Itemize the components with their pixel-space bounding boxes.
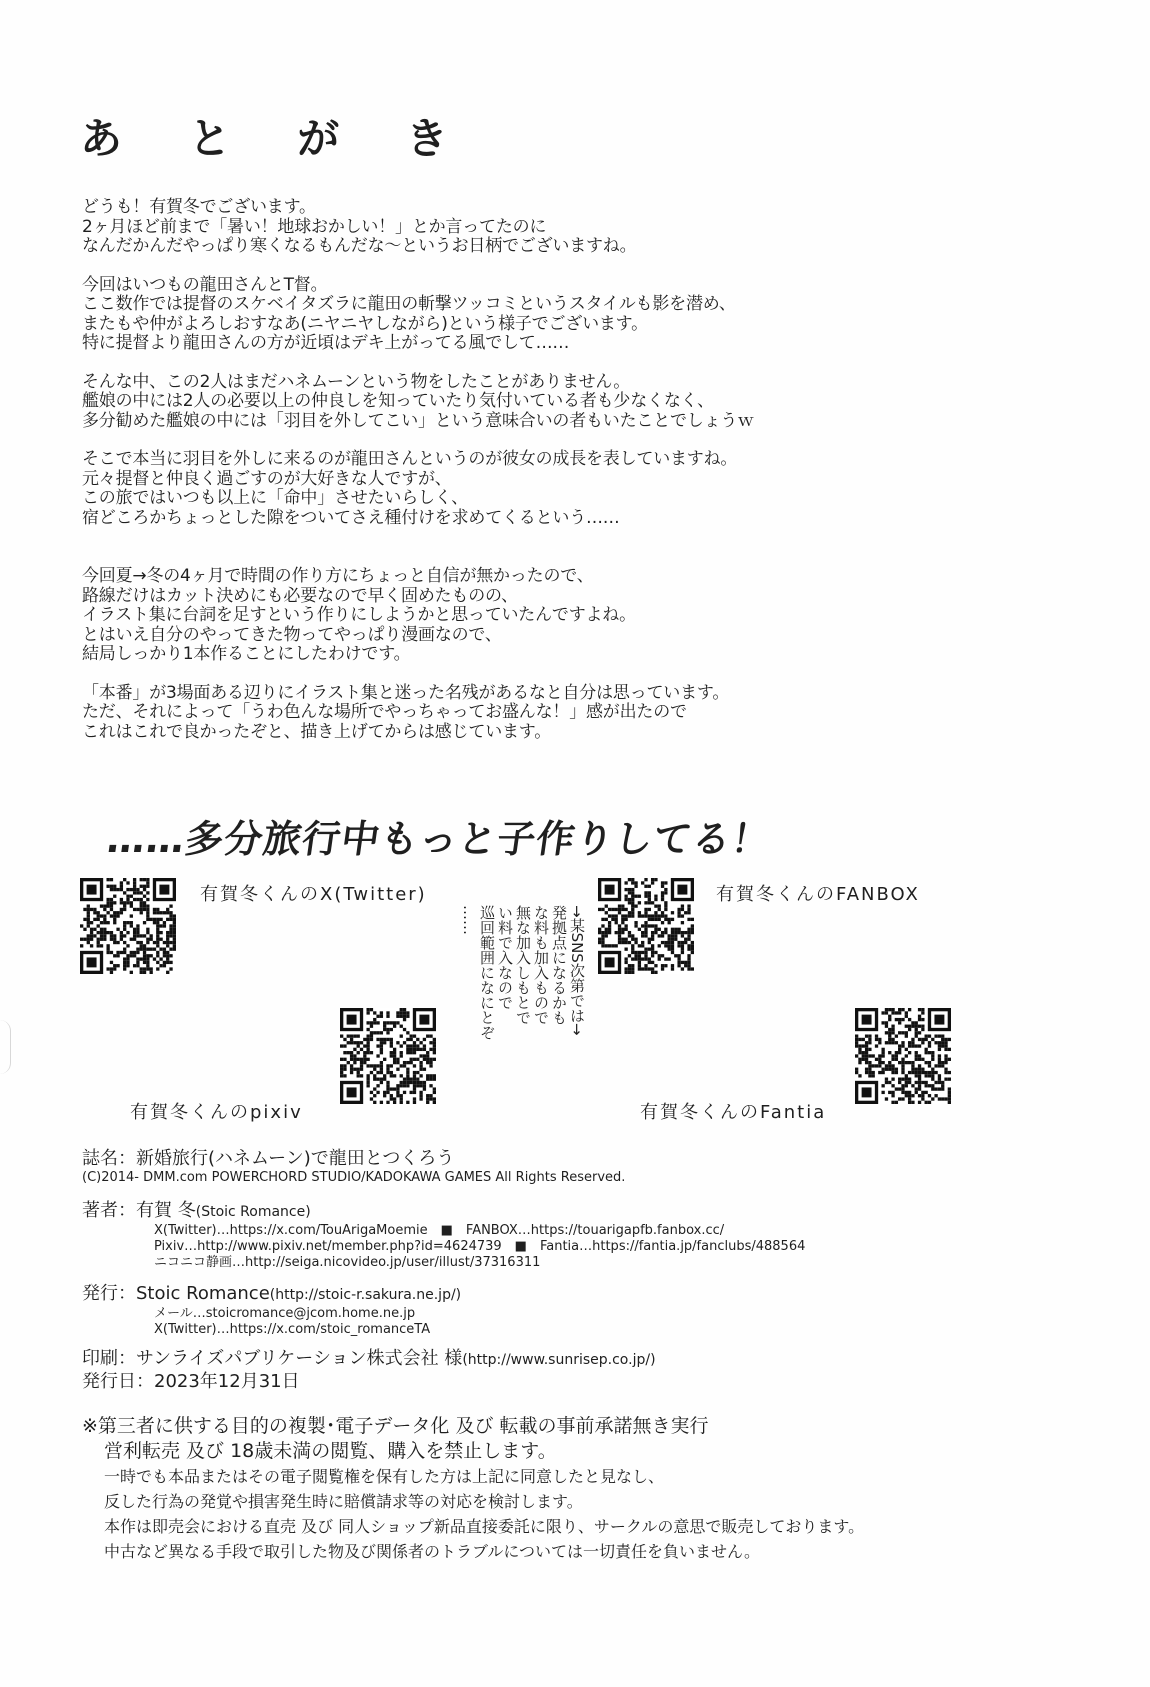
qr-code-icon (598, 878, 694, 974)
author-link-line[interactable]: X(Twitter)…https://x.com/TouArigaMoemie ■ FANBOX…https://touarigapfb.fanbox.cc/ (154, 1223, 725, 1238)
fantia-qr-label: 有賀冬くんのFantia (640, 1102, 827, 1123)
vertical-note-line: 巡回範囲になにとぞ (478, 905, 496, 1040)
publisher-twitter[interactable]: X(Twitter)…https://x.com/stoic_romanceTA (154, 1322, 431, 1337)
author-row (82, 1200, 1082, 1223)
twitter-qr-code[interactable] (80, 878, 176, 974)
afterword-paragraph (82, 567, 982, 665)
notice-detail-line: 反した行為の発覚や損害発生時に賠償請求等の対応を検討します。 (104, 1492, 583, 1511)
author-link-line[interactable]: Pixiv…http://www.pixiv.net/member.php?id=4624739 ■ Fantia…https://fantia.jp/fanclubs/488564 (154, 1239, 806, 1254)
text-line: これはこれで良かったぞと、描き上げてからは感じています。 (82, 721, 552, 742)
notice-detail-line: 一時でも本品またはその電子閲覧権を保有した方は上記に同意したと見なし、 (104, 1467, 665, 1486)
text-line: 元々提督と仲良く過ごすのが大好きな人ですが、 (82, 468, 452, 489)
notice-line: ※第三者に供する目的の複製･電子データ化 及び 転載の事前承諾無き実行 (82, 1415, 709, 1437)
text-line: そこで本当に羽目を外しに来るのが龍田さんというのが彼女の成長を表していますね。 (82, 449, 738, 469)
publisher-url[interactable]: (http://stoic-r.sakura.ne.jp/) (269, 1287, 462, 1303)
afterword-paragraph (82, 450, 982, 528)
notice-detail-line: 中古など異なる手段で取引した物及び関係者のトラブルについては一切責任を負いません。 (104, 1542, 761, 1561)
text-line: どうも！有賀冬でございます。 (82, 197, 316, 217)
text-line: この旅ではいつも以上に「命中」させたいらしく、 (82, 488, 469, 508)
copyright-line: (C)2014- DMM.com POWERCHORD STUDIO/KADOKAWA GAMES All Rights Reserved. (82, 1170, 626, 1185)
text-line: 結局しっかり1本作ることにしたわけです。 (82, 644, 411, 664)
text-line: イラスト集に台詞を足すという作りにしようかと思っていたんですよね。 (82, 605, 636, 625)
qr-code-icon (855, 1008, 951, 1104)
text-line: 艦娘の中には2人の必要以上の仲良しを知っていたり気付いている者も少なくなく、 (82, 391, 714, 411)
qr-code-icon (340, 1008, 436, 1104)
text-line: なんだかんだやっぱり寒くなるもんだな～というお日柄でございますね。 (82, 236, 637, 256)
vertical-note-line: …… (460, 905, 478, 935)
page-title: あ と が き (80, 114, 474, 163)
legal-notice (82, 1414, 1102, 1564)
publisher-row (82, 1283, 1082, 1306)
pixiv-qr-code[interactable] (340, 1008, 436, 1104)
printer-label: 印刷：サンライズパブリケーション株式会社 様 (82, 1348, 463, 1369)
fantia-qr-code[interactable] (855, 1008, 951, 1104)
afterword-paragraph (82, 198, 982, 257)
fanbox-qr-code[interactable] (598, 878, 694, 974)
text-line: ただ、それによって「うわ色んな場所でやっちゃってお盛んな！」感が出たので (82, 702, 687, 722)
text-line: 2ヶ月ほど前まで「暑い！地球おかしい！」とか言ってたのに (82, 216, 547, 237)
notice-detail-line: 本作は即売会における直売 及び 同人ショップ新品直接委託に限り、サークルの意思で販売しております。 (104, 1517, 865, 1536)
publisher-mail[interactable]: メール…stoicromance@jcom.home.ne.jp (154, 1306, 416, 1321)
publisher-label: 発行：Stoic Romance (82, 1283, 270, 1304)
text-line: 多分勧めた艦娘の中には「羽目を外してこい」という意味合いの者もいたことでしょうｗ (82, 410, 754, 431)
afterword-paragraph (82, 373, 982, 432)
text-line: 今回夏→冬の4ヶ月で時間の作り方にちょっと自信が無かったので、 (82, 566, 594, 586)
text-line: 路線だけはカット決めにも必要なので早く固めたものの、 (82, 585, 518, 606)
fanbox-qr-label: 有賀冬くんのFANBOX (716, 884, 920, 905)
afterword-paragraph (82, 276, 982, 354)
afterword-body (82, 198, 982, 761)
twitter-qr-label: 有賀冬くんのX(Twitter) (200, 884, 427, 905)
text-line: 特に提督より龍田さんの方が近頃はデキ上がってる風でして…… (82, 333, 570, 353)
text-line: 今回はいつもの龍田さんとT督。 (82, 274, 328, 295)
text-line: そんな中、この2人はまだハネムーンという物をしたことがありません。 (82, 371, 631, 392)
text-line: ここ数作では提督のスケベイタズラに龍田の斬撃ツッコミというスタイルも影を潜め、 (82, 294, 736, 314)
binding-mark (0, 1020, 11, 1074)
afterword-paragraph (82, 684, 982, 743)
text-line: とはいえ自分のやってきた物ってやっぱり漫画なので、 (82, 624, 502, 645)
colophon (82, 1148, 1082, 1393)
printer-url[interactable]: (http://www.sunrisep.co.jp/) (462, 1352, 656, 1368)
author-link-line[interactable]: ニコニコ静画…http://seiga.nicovideo.jp/user/illust/37316311 (154, 1255, 541, 1270)
slogan-heading: ……多分旅行中もっと子作りしてる！ (104, 817, 774, 861)
book-title: 誌名：新婚旅行(ハネムーン)で龍田とつくろう (82, 1148, 455, 1169)
vertical-note-line: な料も加入もので (532, 905, 550, 1025)
printer-row (82, 1348, 1082, 1371)
author-circle: (Stoic Romance) (195, 1204, 311, 1220)
vertical-note-line: →某SNS次第では→ (568, 905, 586, 1036)
vertical-note-line: い料で入なので (496, 905, 514, 1010)
pixiv-qr-label: 有賀冬くんのpixiv (130, 1102, 303, 1123)
qr-code-icon (80, 878, 176, 974)
notice-line: 営利転売 及び 18歳未満の閲覧、購入を禁止します。 (104, 1440, 557, 1462)
text-line: 宿どころかちょっとした隙をついてさえ種付けを求めてくるという…… (82, 507, 620, 528)
author-label: 著者：有賀 冬 (82, 1200, 196, 1221)
text-line: 「本番」が3場面ある辺りにイラスト集と迷った名残があるなと自分は思っています。 (82, 682, 730, 703)
text-line: またもや仲がよろしおすなあ(ニヤニヤしながら)という様子でございます。 (82, 313, 648, 334)
vertical-note-line: 発拠点になるかも (550, 905, 568, 1025)
publish-date: 発行日：2023年12月31日 (82, 1371, 300, 1392)
vertical-note-line: 無な加入しもとで (514, 905, 532, 1025)
